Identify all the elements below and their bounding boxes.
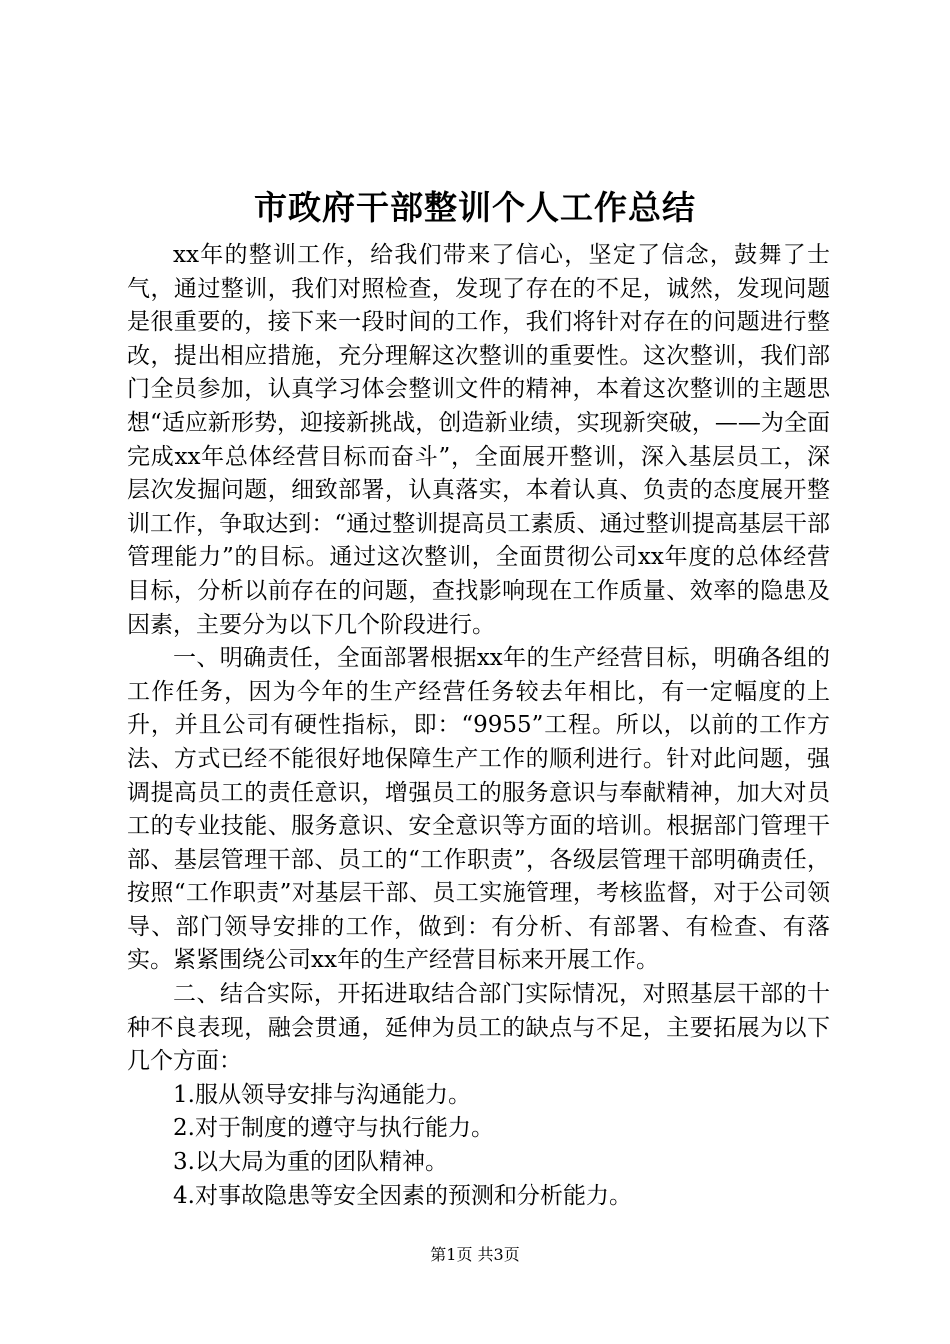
list-item: 1.服从领导安排与沟通能力。 — [173, 1081, 471, 1108]
list-item: 4.对事故隐患等安全因素的预测和分析能力。 — [173, 1182, 632, 1209]
document-title: 市政府干部整训个人工作总结 — [254, 188, 696, 227]
paragraph-section-two: 二、结合实际，开拓进取结合部门实际情况，对照基层干部的十种不良表现，融会贯通，延伸为员工的缺点与不足，主要拓展为以下几个方面： — [127, 981, 830, 1075]
page-number-footer: 第1页 共3页 — [430, 1245, 520, 1264]
document-body — [127, 239, 830, 1213]
paragraph-section-one: 一、明确责任，全面部署根据xx年的生产经营目标，明确各组的工作任务，因为今年的生产经营任务较去年相比，有一定幅度的上升，并且公司有硬性指标，即：“9955”工程。所以，以前的工作方法、方式已经不能很好地保障生产工作的顺利进行。针对此问题，强调提高员工的责任意识，增强员工的服务意识与奉献精神，加大对员工的专业技能、服务意识、安全意识等方面的培训。根据部门管理干部、基层管理干部、员工的“工作职责”，各级层管理干部明确责任，按照“工作职责”对基层干部、员工实施管理，考核监督，对于公司领导、部门领导安排的工作，做到：有分析、有部署、有检查、有落实。紧紧围绕公司xx年的生产经营目标来开展工作。 — [127, 645, 830, 974]
list-item: 2.对于制度的遵守与执行能力。 — [173, 1115, 494, 1142]
paragraph-intro: xx年的整训工作，给我们带来了信心，坚定了信念，鼓舞了士气，通过整训，我们对照检查，发现了存在的不足，诚然，发现问题是很重要的，接下来一段时间的工作，我们将针对存在的问题进行整改，提出相应措施，充分理解这次整训的重要性。这次整训，我们部门全员参加，认真学习体会整训文件的精神，本着这次整训的主题思想“适应新形势，迎接新挑战，创造新业绩，实现新突破，——为全面完成xx年总体经营目标而奋斗”，全面展开整训，深入基层员工，深层次发掘问题，细致部署，认真落实，本着认真、负责的态度展开整训工作，争取达到：“通过整训提高员工素质、通过整训提高基层干部管理能力”的目标。通过这次整训，全面贯彻公司xx年度的总体经营目标，分析以前存在的问题，查找影响现在工作质量、效率的隐患及因素，主要分为以下几个阶段进行。 — [127, 242, 830, 638]
list-item: 3.以大局为重的团队精神。 — [173, 1149, 448, 1176]
